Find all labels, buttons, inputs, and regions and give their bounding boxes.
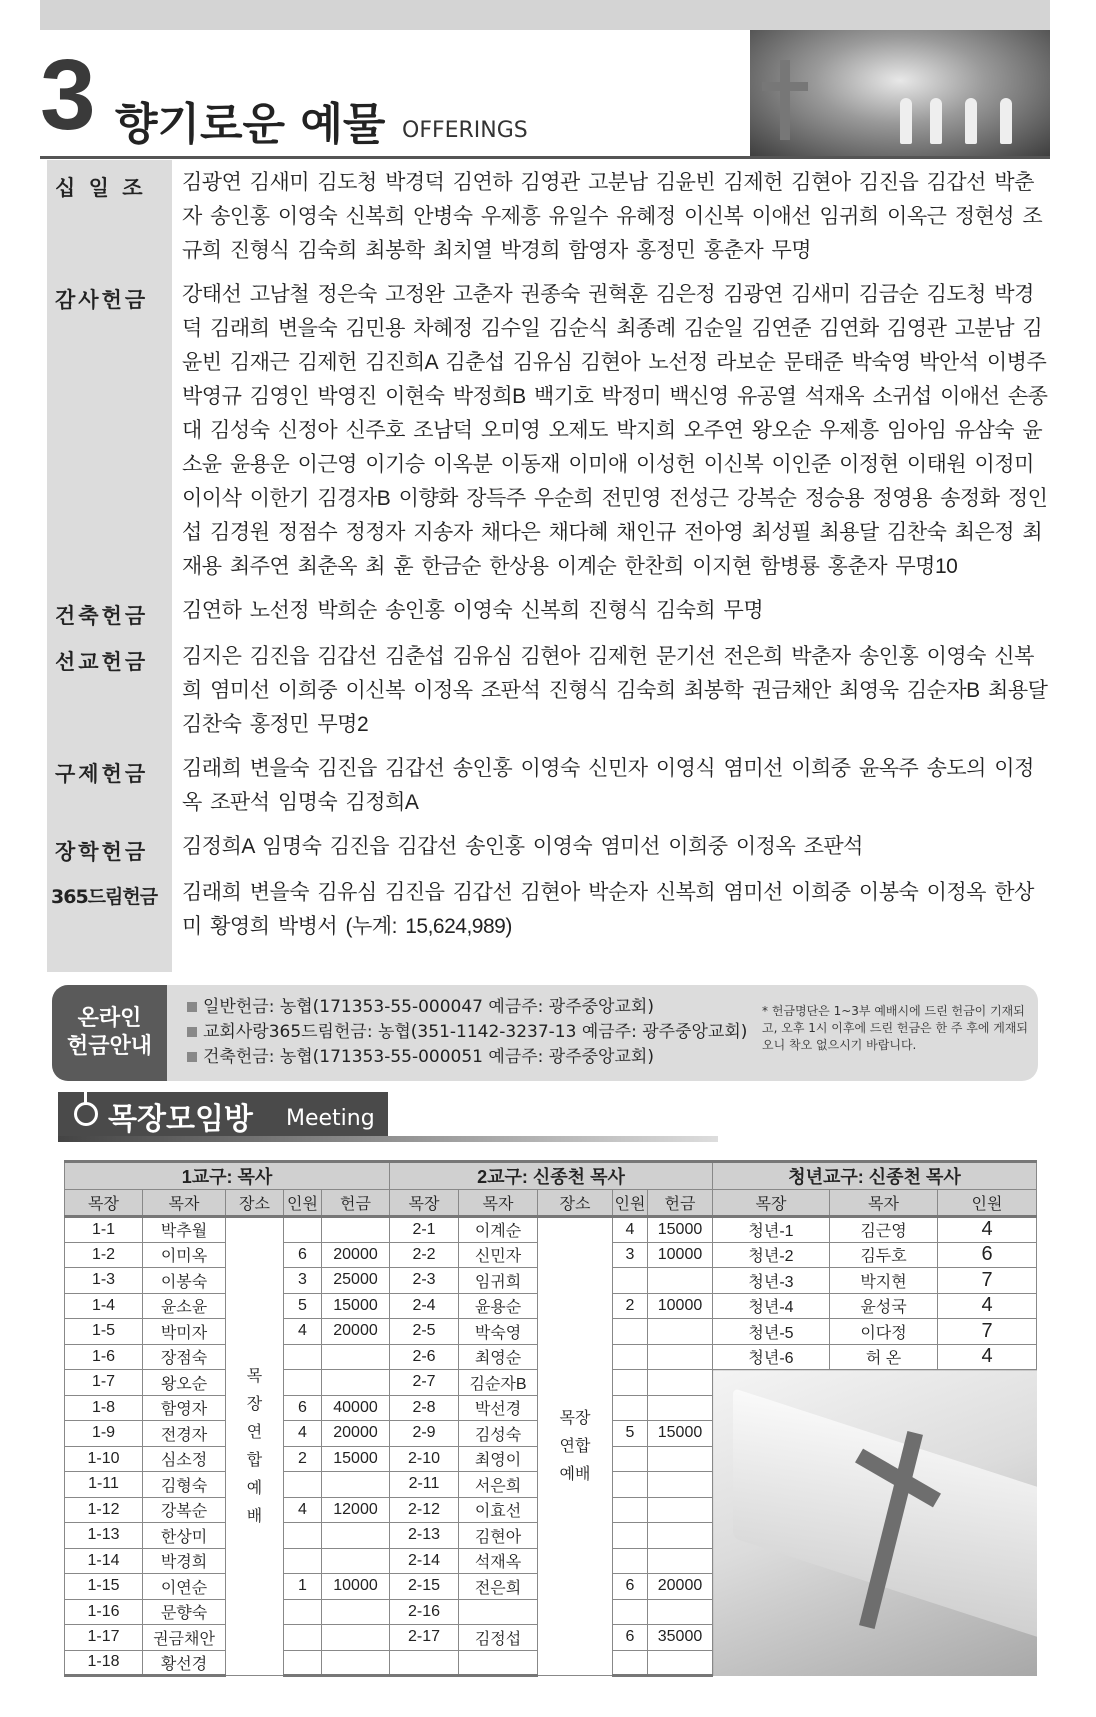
table-cell	[613, 1472, 648, 1498]
table-cell: 김순자B	[459, 1370, 538, 1396]
table-cell	[648, 1472, 713, 1498]
dancer	[965, 98, 977, 144]
table-cell	[613, 1446, 648, 1472]
table-cell: 윤용순	[459, 1293, 538, 1319]
table-cell: 5	[613, 1421, 648, 1447]
offering-section	[47, 752, 1050, 820]
table-cell: 15000	[648, 1421, 713, 1447]
table-cell: 1-9	[65, 1421, 143, 1447]
table-cell	[284, 1523, 322, 1549]
table-cell: 김두호	[830, 1242, 938, 1268]
table-cell: 40000	[322, 1395, 390, 1421]
table-cell: 1-1	[65, 1217, 143, 1243]
table-cell: 2-5	[390, 1319, 459, 1345]
offering-label: 장학헌금	[47, 830, 172, 866]
offering-note: * 헌금명단은 1~3부 예배시에 드린 헌금이 기재되고, 오후 1시 이후에 드린 헌금은 한 주 후에 게재되오니 착오 없으시기 바랍니다.	[762, 1004, 1029, 1052]
table-cell: 박선경	[459, 1395, 538, 1421]
table-cell: 박경희	[143, 1548, 226, 1574]
account-text: 건축헌금: 농협(171353-55-000051 예금주: 광주중앙교회)	[203, 1047, 654, 1067]
account-list	[187, 995, 747, 1070]
offering-names: 김광연 김새미 김도청 박경덕 김연하 김영관 고분남 김윤빈 김제헌 김현아 김진읍 김갑선 박춘자 송인홍 이영숙 신복희 안병숙 우제흥 유일수 유혜정 이신복 이애선 임귀희 이옥근 정현성 조규희 진형식 김숙희 최봉학 최치열 박경희 함영자 홍정민 홍춘자 무명	[182, 171, 1043, 262]
table-cell	[648, 1370, 713, 1396]
table-cell: 김성숙	[459, 1421, 538, 1447]
column-header: 목장	[65, 1190, 143, 1217]
table-cell: 2	[284, 1446, 322, 1472]
table-cell: 1-18	[65, 1650, 143, 1676]
table-cell: 1-8	[65, 1395, 143, 1421]
table-cell: 김근영	[830, 1217, 938, 1243]
column-header: 장소	[226, 1190, 284, 1217]
table-cell: 1-14	[65, 1548, 143, 1574]
table-cell: 10000	[648, 1242, 713, 1268]
table-cell: 7	[938, 1319, 1037, 1345]
column-header: 목자	[830, 1190, 938, 1217]
table-cell: 1-4	[65, 1293, 143, 1319]
table-cell: 박숙영	[459, 1319, 538, 1345]
table-cell: 청년-5	[713, 1319, 830, 1345]
table-cell: 2-15	[390, 1574, 459, 1600]
table-cell	[322, 1370, 390, 1396]
table-cell	[284, 1217, 322, 1243]
column-header: 헌금	[322, 1190, 390, 1217]
offering-names: 김래희 변을숙 김유심 김진읍 김갑선 김현아 박순자 신복희 염미선 이희중 이봉숙 이정옥 한상미 황영희 박병서 (누계: 15,624,989)	[182, 881, 1034, 938]
offering-label: 365드림헌금	[47, 876, 172, 944]
online-offering-box	[52, 985, 1038, 1081]
table-cell	[459, 1599, 538, 1625]
table-cell	[322, 1217, 390, 1243]
table-cell	[648, 1395, 713, 1421]
group-header: 1교구: 목사	[65, 1162, 390, 1190]
table-cell	[613, 1497, 648, 1523]
offering-section	[47, 640, 1050, 742]
table-cell: 2-12	[390, 1497, 459, 1523]
offering-section	[47, 278, 1050, 584]
meeting-header	[58, 1092, 708, 1144]
table-cell	[284, 1344, 322, 1370]
offering-label: 감사헌금	[47, 278, 172, 584]
table-cell	[648, 1268, 713, 1294]
table-cell: 3	[284, 1268, 322, 1294]
table-cell: 청년-6	[713, 1344, 830, 1370]
account-item	[187, 995, 747, 1020]
column-header: 목장	[390, 1190, 459, 1217]
table-cell: 15000	[648, 1217, 713, 1243]
table-cell	[284, 1625, 322, 1651]
table-cell: 2-7	[390, 1370, 459, 1396]
column-header: 인원	[284, 1190, 322, 1217]
dancer	[900, 98, 912, 144]
place-cell: 목장 연합 예배	[226, 1217, 284, 1676]
circle-icon	[74, 1102, 98, 1126]
table-cell	[613, 1548, 648, 1574]
table-cell: 강복순	[143, 1497, 226, 1523]
table-cell: 허 온	[830, 1344, 938, 1370]
table-cell	[648, 1548, 713, 1574]
column-header: 목자	[459, 1190, 538, 1217]
online-label	[52, 985, 167, 1081]
column-header: 목장	[713, 1190, 830, 1217]
table-cell: 15000	[322, 1293, 390, 1319]
table-cell: 서은희	[459, 1472, 538, 1498]
table-cell: 김정섭	[459, 1625, 538, 1651]
offering-names: 김정희A 임명숙 김진읍 김갑선 송인홍 이영숙 염미선 이희중 이정옥 조판석	[182, 835, 863, 858]
column-header: 인원	[938, 1190, 1037, 1217]
table-cell	[322, 1472, 390, 1498]
group-header: 2교구: 신종천 목사	[390, 1162, 713, 1190]
table-row	[65, 1217, 1037, 1243]
account-text: 일반헌금: 농협(171353-55-000047 예금주: 광주중앙교회)	[203, 997, 654, 1017]
cross-bar	[762, 82, 808, 91]
table-cell	[322, 1523, 390, 1549]
table-cell	[322, 1599, 390, 1625]
table-cell: 최영순	[459, 1344, 538, 1370]
column-header: 인원	[613, 1190, 648, 1217]
open-bible	[733, 1388, 1037, 1642]
table-cell: 2-11	[390, 1472, 459, 1498]
table-cell: 35000	[648, 1625, 713, 1651]
table-cell: 2-6	[390, 1344, 459, 1370]
square-bullet-icon	[187, 1027, 197, 1037]
table-cell: 장점숙	[143, 1344, 226, 1370]
table-cell: 석재옥	[459, 1548, 538, 1574]
table-cell: 2-1	[390, 1217, 459, 1243]
table-cell: 3	[613, 1242, 648, 1268]
table-cell: 4	[284, 1421, 322, 1447]
table-cell: 함영자	[143, 1395, 226, 1421]
offering-label: 십 일 조	[47, 166, 172, 268]
table-cell: 2-17	[390, 1625, 459, 1651]
table-cell	[390, 1650, 459, 1676]
table-cell	[648, 1650, 713, 1676]
table-cell: 1-17	[65, 1625, 143, 1651]
table-cell: 4	[284, 1319, 322, 1345]
table-cell: 임귀희	[459, 1268, 538, 1294]
table-cell: 청년-1	[713, 1217, 830, 1243]
account-text: 교회사랑365드림헌금: 농협(351-1142-3237-13 예금주: 광주중앙교회)	[203, 1022, 748, 1042]
table-cell: 6	[938, 1242, 1037, 1268]
table-cell: 1-3	[65, 1268, 143, 1294]
table-cell	[322, 1548, 390, 1574]
table-cell: 전경자	[143, 1421, 226, 1447]
table-cell: 박미자	[143, 1319, 226, 1345]
meeting-title: 목장모임방	[108, 1102, 253, 1137]
table-cell: 2-14	[390, 1548, 459, 1574]
table-cell: 1-7	[65, 1370, 143, 1396]
table-cell: 박추월	[143, 1217, 226, 1243]
account-item	[187, 1020, 747, 1045]
table-cell: 권금채안	[143, 1625, 226, 1651]
table-cell	[322, 1650, 390, 1676]
table-cell: 윤성국	[830, 1293, 938, 1319]
table-cell	[613, 1268, 648, 1294]
table-cell	[459, 1650, 538, 1676]
table-cell: 2-2	[390, 1242, 459, 1268]
table-cell	[284, 1650, 322, 1676]
table-cell: 이연순	[143, 1574, 226, 1600]
table-cell: 청년-4	[713, 1293, 830, 1319]
dancer	[1000, 98, 1012, 144]
table-cell: 1-2	[65, 1242, 143, 1268]
table-cell: 2	[613, 1293, 648, 1319]
meeting-title-en: Meeting	[286, 1106, 375, 1131]
offering-names: 김래희 변을숙 김진읍 김갑선 송인홍 이영숙 신민자 이영식 염미선 이희중 윤옥주 송도의 이정옥 조판석 임명숙 김정희A	[182, 757, 1034, 814]
table-cell: 20000	[648, 1574, 713, 1600]
table-cell: 문향숙	[143, 1599, 226, 1625]
offering-section	[47, 166, 1050, 268]
account-item	[187, 1045, 747, 1070]
column-header: 장소	[538, 1190, 613, 1217]
offering-names: 강태선 고남철 정은숙 고정완 고춘자 권종숙 권혁훈 김은정 김광연 김새미 김금순 김도청 박경덕 김래희 변을숙 김민용 차혜정 김수일 김순식 최종례 김순일 김연준 김연화 김영관 고분남 김윤빈 김재근 김제헌 김진희A 김춘섭 김유심 김현아 노선정 라보순 문태준 박숙영 박안석 이병주 박영규 김영인 박영진 이현숙 박정희B 백기호 박정미 백신영 유공열 석재옥 소귀섭 이애선 손종대 김성숙 신정아 신주호 조남덕 오미영 오제도 박지희 오주연 왕오순 우제흥 임아임 유삼숙 윤소윤 윤용운 이근영 이기승 이옥분 이동재 이미애 이성헌 이신복 이인준 이정현 이태원 이정미 이이삭 이한기 김경자B 이향화 장득주 우순희 전민영 전성근 강복순 정승용 정영용 송정화 정인섭 김경원 정점수 정정자 지송자 채다은 채다혜 채인규 전아영 최성필 최용달 김찬숙 최은정 최재용 최주연 최춘옥 최 훈 한금순 한상용 이계순 한찬희 이지현 함병룡 홍춘자 무명10	[182, 283, 1048, 578]
table-cell	[613, 1344, 648, 1370]
table-cell	[322, 1344, 390, 1370]
table-cell: 1-13	[65, 1523, 143, 1549]
table-cell: 1-11	[65, 1472, 143, 1498]
table-cell: 황선경	[143, 1650, 226, 1676]
table-cell: 1-12	[65, 1497, 143, 1523]
table-cell	[284, 1548, 322, 1574]
offering-list	[47, 166, 1050, 954]
square-bullet-icon	[187, 1002, 197, 1012]
table-cell: 10000	[322, 1574, 390, 1600]
table-cell: 이효선	[459, 1497, 538, 1523]
table-cell: 7	[938, 1268, 1037, 1294]
cross-icon	[780, 60, 790, 140]
table-cell: 2-10	[390, 1446, 459, 1472]
title-english: OFFERINGS	[402, 118, 528, 143]
offering-section	[47, 876, 1050, 944]
offering-label: 선교헌금	[47, 640, 172, 742]
table-cell: 신민자	[459, 1242, 538, 1268]
table-cell: 한상미	[143, 1523, 226, 1549]
table-cell: 2-4	[390, 1293, 459, 1319]
table-cell: 6	[613, 1625, 648, 1651]
table-cell: 4	[938, 1293, 1037, 1319]
table-cell	[284, 1370, 322, 1396]
column-header: 목자	[143, 1190, 226, 1217]
table-cell: 4	[284, 1497, 322, 1523]
table-cell	[284, 1472, 322, 1498]
table-cell	[648, 1523, 713, 1549]
offering-names: 김지은 김진읍 김갑선 김춘섭 김유심 김현아 김제헌 문기선 전은희 박춘자 송인홍 이영숙 신복희 염미선 이희중 이신복 이정옥 조판석 진형식 김숙희 최봉학 권금채안 최영욱 김순자B 최용달 김찬숙 홍정민 무명2	[182, 645, 1048, 736]
table-cell	[613, 1599, 648, 1625]
table-cell: 1-5	[65, 1319, 143, 1345]
table-cell: 2-8	[390, 1395, 459, 1421]
table-cell	[322, 1625, 390, 1651]
table-cell	[648, 1599, 713, 1625]
table-cell: 6	[613, 1574, 648, 1600]
table-cell	[648, 1446, 713, 1472]
group-header: 청년교구: 신종천 목사	[713, 1162, 1037, 1190]
table-cell: 왕오순	[143, 1370, 226, 1396]
table-cell	[613, 1319, 648, 1345]
title-korean: 향기로운 예물	[115, 99, 386, 150]
table-cell: 20000	[322, 1242, 390, 1268]
table-cell	[613, 1523, 648, 1549]
table-cell: 김형숙	[143, 1472, 226, 1498]
table-cell: 이미옥	[143, 1242, 226, 1268]
table-cell: 4	[613, 1217, 648, 1243]
table-cell: 4	[938, 1344, 1037, 1370]
table-cell: 김현아	[459, 1523, 538, 1549]
table-cell	[284, 1599, 322, 1625]
table-cell: 25000	[322, 1268, 390, 1294]
table-cell: 2-13	[390, 1523, 459, 1549]
offering-names: 김연하 노선정 박희순 송인홍 이영숙 신복희 진형식 김숙희 무명	[182, 599, 764, 622]
online-label-1: 온라인	[77, 1006, 142, 1031]
top-bar	[40, 0, 1050, 30]
table-cell: 1-6	[65, 1344, 143, 1370]
square-bullet-icon	[187, 1052, 197, 1062]
offering-section	[47, 830, 1050, 866]
table-cell: 1-16	[65, 1599, 143, 1625]
section-number: 3	[40, 39, 96, 151]
table-cell: 2-16	[390, 1599, 459, 1625]
table-cell: 2-9	[390, 1421, 459, 1447]
table-cell: 6	[284, 1395, 322, 1421]
table-cell: 이봉숙	[143, 1268, 226, 1294]
online-label-2: 헌금안내	[66, 1034, 152, 1059]
dancer	[930, 98, 942, 144]
table-cell: 이계순	[459, 1217, 538, 1243]
table-cell: 15000	[322, 1446, 390, 1472]
table-cell: 12000	[322, 1497, 390, 1523]
offering-label: 구제헌금	[47, 752, 172, 820]
table-cell: 1-10	[65, 1446, 143, 1472]
place-cell: 목장 연합 예배	[538, 1217, 613, 1676]
meeting-table	[64, 1160, 1037, 1677]
table-cell: 2-3	[390, 1268, 459, 1294]
table-cell: 박지현	[830, 1268, 938, 1294]
table-cell: 이다정	[830, 1319, 938, 1345]
offering-section	[47, 594, 1050, 630]
table-cell	[648, 1319, 713, 1345]
table-cell: 5	[284, 1293, 322, 1319]
bible-cross-photo	[713, 1370, 1037, 1676]
table-cell: 20000	[322, 1421, 390, 1447]
table-cell	[648, 1497, 713, 1523]
table-cell	[613, 1650, 648, 1676]
table-cell: 심소정	[143, 1446, 226, 1472]
table-cell: 1-15	[65, 1574, 143, 1600]
column-header: 헌금	[648, 1190, 713, 1217]
table-cell	[648, 1344, 713, 1370]
worship-dance-photo	[750, 30, 1050, 156]
offering-label: 건축헌금	[47, 594, 172, 630]
table-cell: 청년-3	[713, 1268, 830, 1294]
divider	[40, 156, 1050, 159]
table-cell: 10000	[648, 1293, 713, 1319]
table-cell	[613, 1395, 648, 1421]
table-cell: 1	[284, 1574, 322, 1600]
table-cell: 윤소윤	[143, 1293, 226, 1319]
table-cell: 20000	[322, 1319, 390, 1345]
table-cell: 4	[938, 1217, 1037, 1243]
table-cell: 청년-2	[713, 1242, 830, 1268]
table-cell: 6	[284, 1242, 322, 1268]
table-cell	[613, 1370, 648, 1396]
table-cell: 전은희	[459, 1574, 538, 1600]
table-cell: 최영이	[459, 1446, 538, 1472]
